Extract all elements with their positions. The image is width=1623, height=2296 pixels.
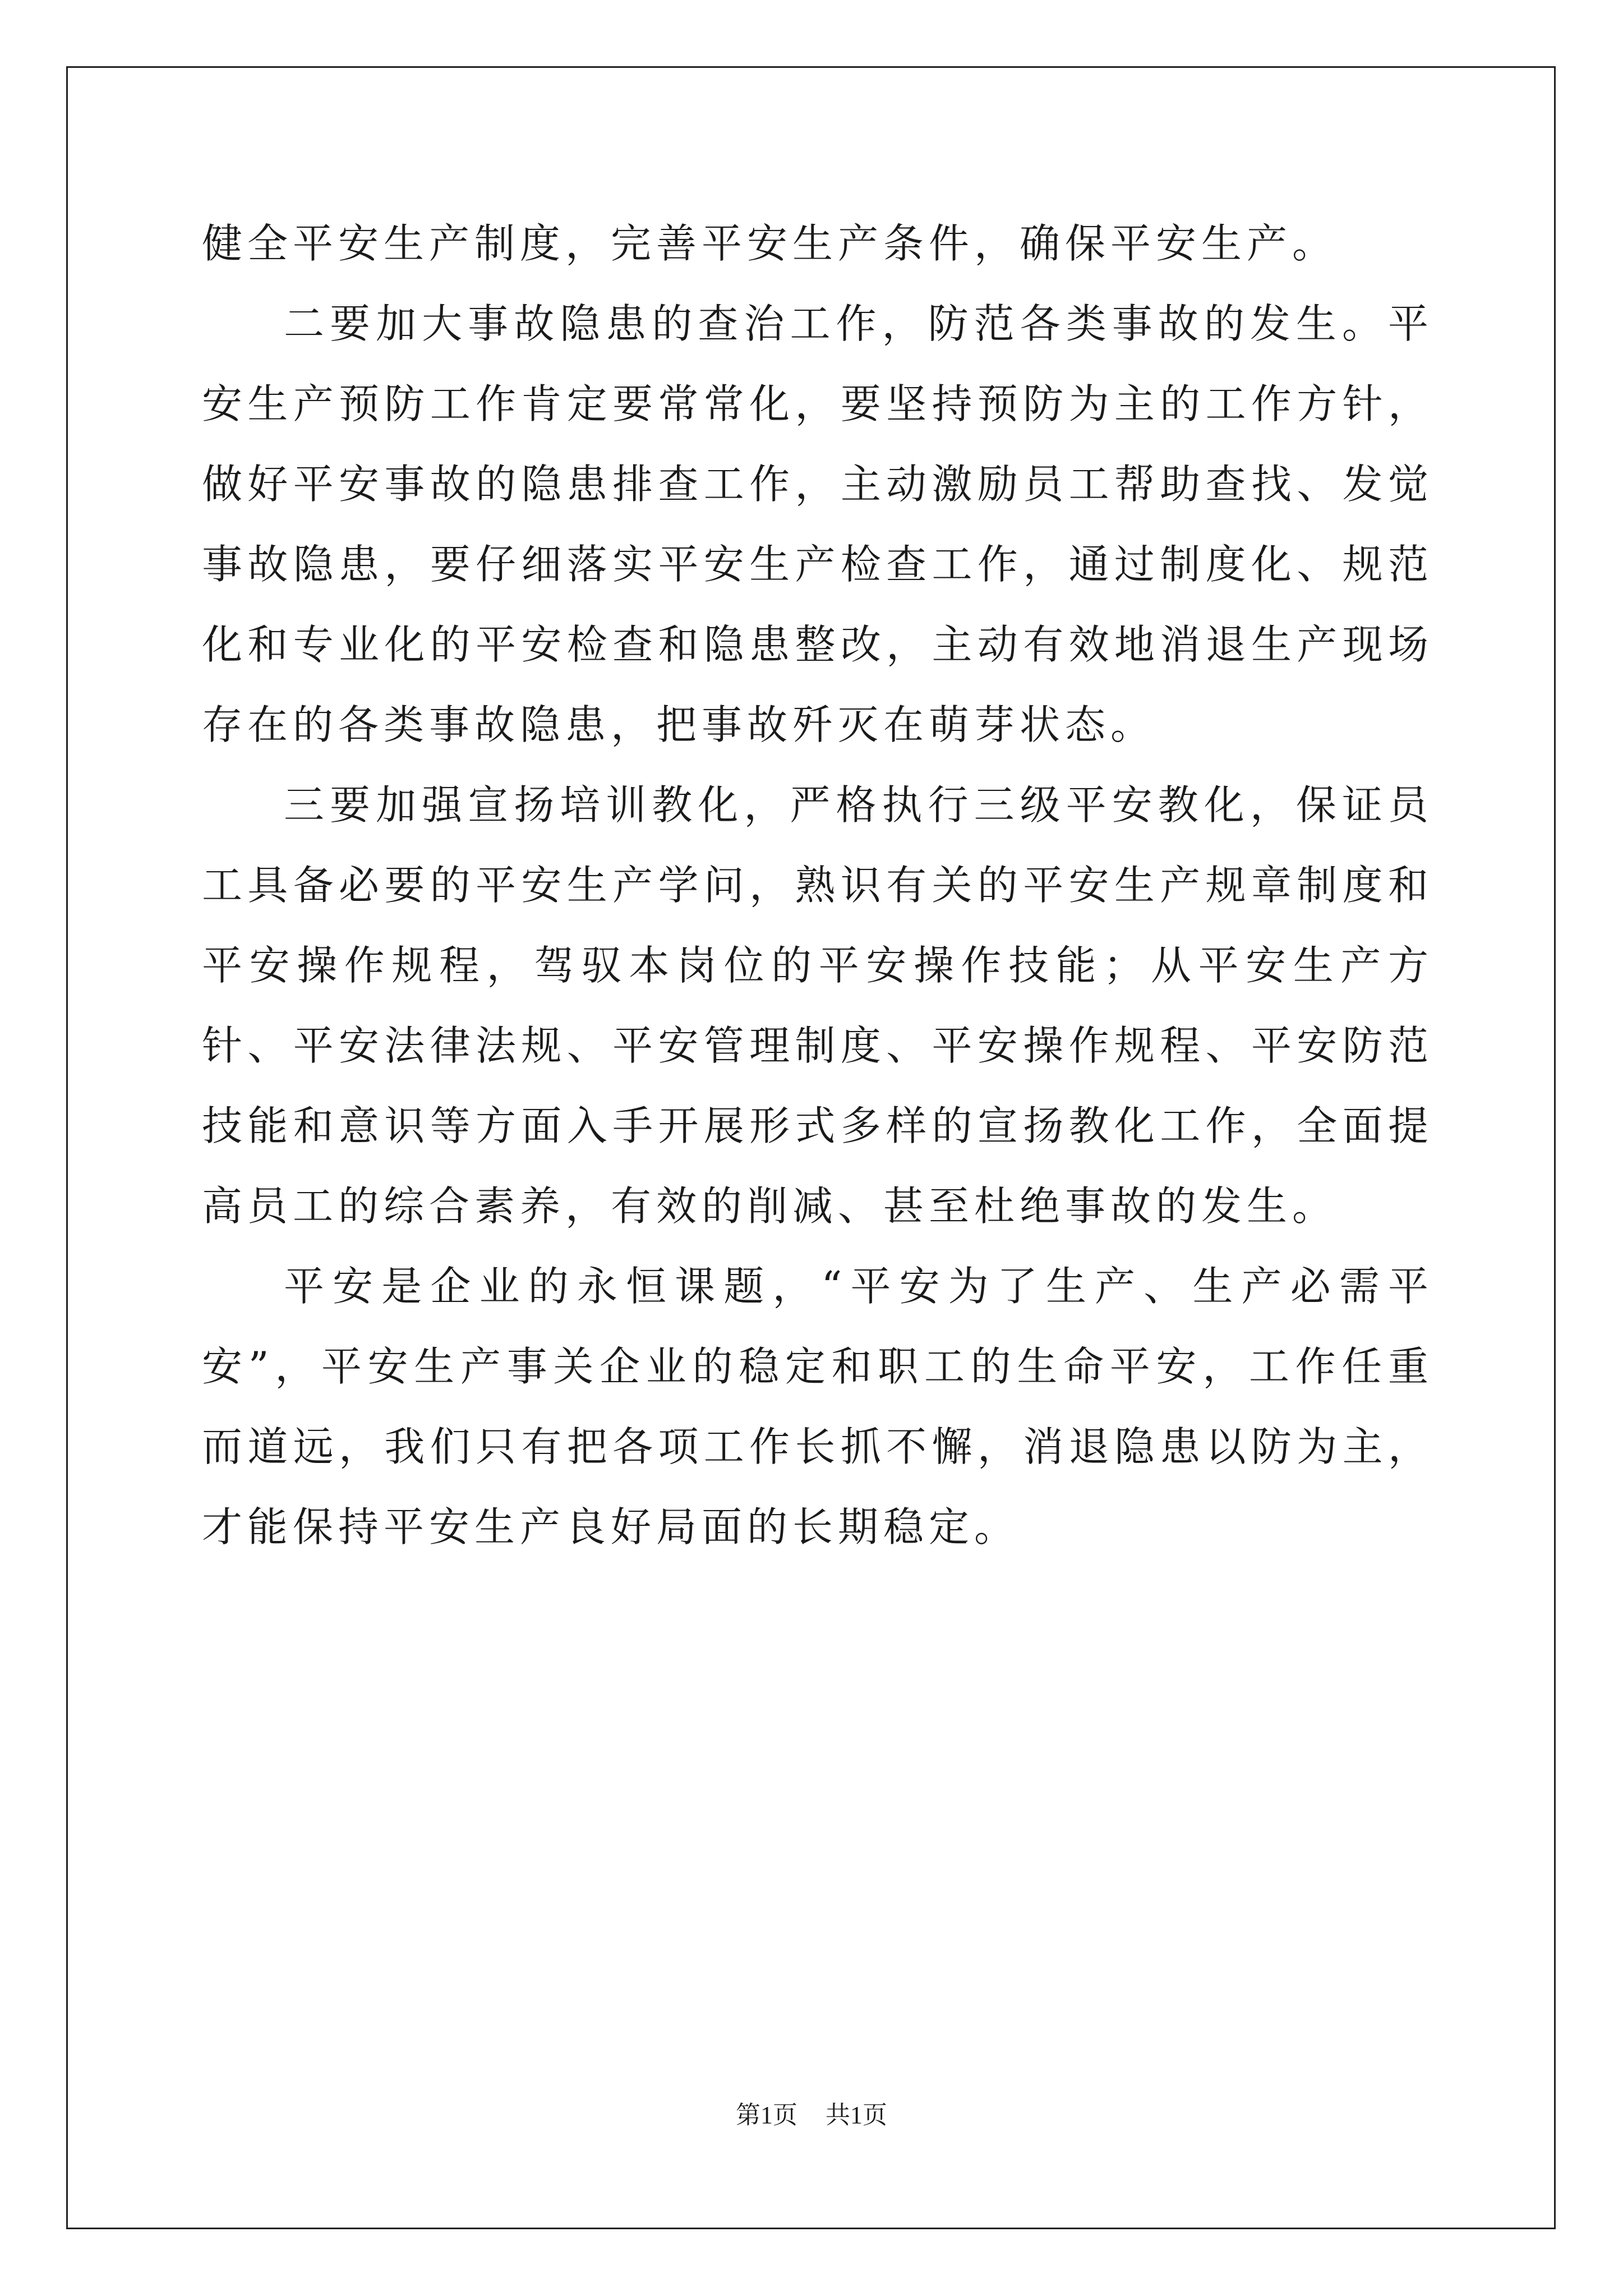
page-footer [0,2099,1623,2132]
page-number-current: 第1页 [736,2101,797,2129]
paragraph-1: 健全平安生产制度，完善平安生产条件，确保平安生产。 [202,220,1338,267]
paragraph-2: 二要加大事故隐患的查治工作，防范各类事故的发生。平安生产预防工作肯定要常常化，要坚持预防为主的工作方针，做好平安事故的隐患排查工作，主动激励员工帮助查找、发觉事故隐患，要仔细落实平安生产检查工作，通过制度化、规范化和专业化的平安检查和隐患整改，主动有效地消退生产现场存在的各类事故隐患，把事故歼灭在萌芽状态。 [202,300,1433,748]
paragraph-3: 三要加强宣扬培训教化，严格执行三级平安教化，保证员工具备必要的平安生产学问，熟识有关的平安生产规章制度和平安操作规程，驾驭本岗位的平安操作技能；从平安生产方针、平安法律法规、平安管理制度、平安操作规程、平安防范技能和意识等方面入手开展形式多样的宣扬教化工作，全面提高员工的综合素养，有效的削减、甚至杜绝事故的发生。 [202,781,1433,1230]
page-number-total: 共1页 [826,2101,887,2129]
paragraph-4: 平安是企业的永恒课题，“平安为了生产、生产必需平安”，平安生产事关企业的稳定和职工的生命平安，工作任重而道远，我们只有把各项工作长抓不懈，消退隐患以防为主，才能保持平安生产良好局面的长期稳定。 [202,1263,1433,1550]
document-body [202,204,1433,1567]
